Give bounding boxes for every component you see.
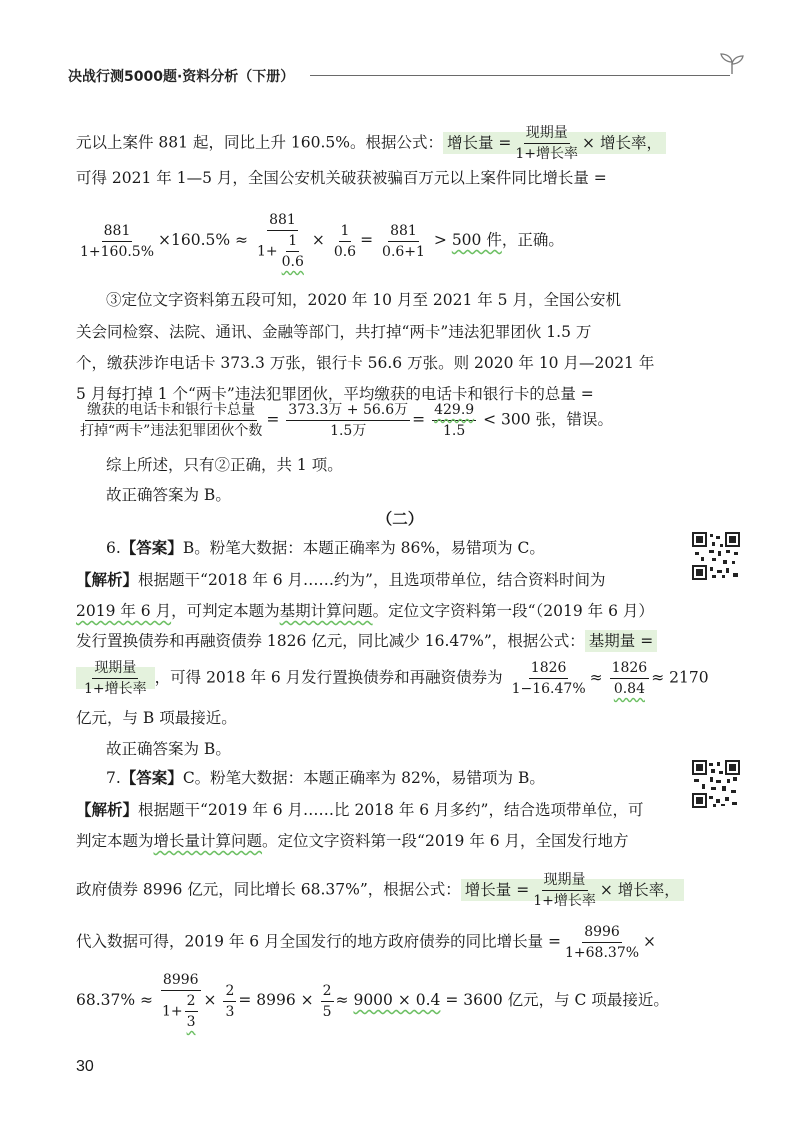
section-title: （二） [376, 509, 424, 528]
answer-line [106, 538, 545, 558]
analysis-line [76, 924, 656, 961]
denominator: 1.5 [443, 423, 466, 439]
paragraph-line: 故正确答案为 B。 [106, 486, 231, 504]
paragraph-line: ③定位文字资料第五段可知，2020 年 10 月至 2021 年 5 月，全国公安机 [106, 291, 621, 309]
fraction [380, 223, 427, 260]
numerator: 1 [339, 223, 352, 242]
text: C。粉笔大数据：本题正确率为 82%，易错项为 B。 [182, 769, 545, 787]
fraction [531, 872, 598, 909]
text: > [433, 231, 447, 249]
header-rule [310, 75, 730, 76]
text: 9000 × 0.4 [353, 991, 441, 1009]
formula-text: × 增长率， [599, 880, 680, 899]
text: 元以上案件 881 起，同比上升 160.5%。根据公式： [76, 133, 443, 152]
formula-highlight [461, 872, 684, 909]
formula-line [76, 402, 613, 439]
paragraph-line: 个，缴获涉诈电话卡 373.3 万张，银行卡 56.6 万张。则 2020 年 10 月—2021 年 [76, 354, 655, 372]
denominator: 1−16.47% [511, 681, 586, 697]
denominator: 1+160.5% [80, 243, 155, 260]
denominator: 0.6+1 [382, 243, 425, 260]
text: 。定位文字资料第一段“（2019 年 6 月） [372, 602, 654, 620]
paragraph-line: 可得 2021 年 1—5 月，全国公安机关破获被骗百万元以上案件同比增长量 = [76, 169, 607, 187]
text: < 300 张，错误。 [483, 410, 614, 429]
text: ，正确。 [501, 231, 564, 249]
fraction [432, 402, 476, 439]
numerator: 373.3万 + 56.6万 [286, 402, 410, 421]
fraction [610, 660, 650, 697]
denominator: 1+增长率 [84, 681, 147, 697]
text: ，可判定本题为 [171, 602, 280, 620]
text: ≈ 2170 [651, 668, 709, 687]
numerator: 1 [286, 233, 299, 252]
page-number: 30 [76, 1058, 94, 1075]
text: 代入数据可得，2019 年 6 月全国发行的地方政府债券的同比增长量 = [76, 932, 562, 951]
numerator: 2 [223, 983, 236, 1002]
text: 2019 年 6 月 [76, 602, 172, 620]
denominator: 3 [186, 1014, 196, 1030]
text: B。粉笔大数据：本题正确率为 86%，易错项为 C。 [182, 539, 545, 557]
formula-line [76, 972, 669, 1030]
formula-line [76, 212, 564, 270]
text: ≈ [589, 668, 603, 687]
denominator: 0.6 [281, 254, 304, 270]
numerator: 8996 [582, 924, 622, 943]
numerator: 881 [388, 223, 419, 242]
text: 根据题干“2019 年 6 月……比 2018 年 6 月多约”，结合选项带单位，可 [138, 801, 644, 819]
numerator: 现期量 [524, 125, 570, 144]
numerator: 429.9 [432, 402, 476, 421]
paragraph-line: 关会同检察、法院、通讯、金融等部门，共打掉“两卡”违法犯罪团伙 1.5 万 [76, 323, 592, 341]
formula-highlight: 基期量 = [585, 630, 657, 652]
text: 500 件 [451, 231, 502, 249]
analysis-line: 亿元，与 B 项最接近。 [76, 709, 237, 727]
numerator: 1826 [610, 660, 650, 679]
fraction [78, 223, 156, 260]
denominator: 1+增长率 [515, 146, 579, 162]
text: 增长量计算问题 [153, 832, 263, 850]
numerator: 2 [185, 993, 198, 1012]
fraction [82, 660, 149, 697]
fraction [78, 402, 264, 439]
formula-highlight [76, 660, 155, 697]
denominator: 1+68.37% [565, 945, 640, 961]
text: ，可得 2018 年 6 月发行置换债券和再融资债券为 [154, 668, 503, 687]
numerator: 881 [102, 223, 133, 242]
denominator: 0.84 [613, 681, 645, 697]
fraction [321, 983, 334, 1020]
text: = 8996 × [238, 991, 314, 1009]
text: 政府债券 8996 亿元，同比增长 68.37%”，根据公式： [76, 880, 461, 899]
paragraph-line: 5 月每打掉 1 个“两卡”违法犯罪团伙，平均缴获的电话卡和银行卡的总量 = [76, 385, 594, 403]
numerator: 881 [267, 212, 298, 231]
fraction [510, 660, 588, 697]
numerator: 1826 [529, 660, 569, 679]
denominator: 1.5万 [330, 423, 367, 439]
analysis-line [76, 831, 629, 851]
text: ≈ [335, 991, 349, 1009]
text: = 3600 亿元，与 C 项最接近。 [445, 991, 669, 1009]
question-number: 7. [106, 769, 121, 787]
question-number: 6. [106, 539, 121, 557]
fraction [332, 223, 358, 260]
text: ×160.5% ≈ [158, 231, 249, 249]
analysis-line [76, 570, 605, 590]
denominator: 5 [322, 1003, 332, 1020]
qr-code[interactable] [692, 532, 740, 580]
running-header: 决战行测5000题·资料分析（下册） [68, 69, 295, 85]
answer-tag: 【答案】 [120, 769, 183, 787]
analysis-tag: 【解析】 [76, 801, 139, 819]
text: = [266, 410, 280, 429]
denominator: 1+增长率 [533, 893, 596, 909]
qr-code[interactable] [692, 760, 740, 808]
analysis-line [76, 601, 654, 621]
denominator [160, 991, 202, 1030]
formula-text: 增长量 = [464, 880, 530, 899]
text: 发行置换债券和再融资债券 1826 亿元，同比减少 16.47%”，根据公式： [76, 632, 585, 650]
analysis-line [76, 872, 684, 909]
formula-line [76, 660, 709, 697]
fraction [255, 212, 310, 270]
fraction [563, 924, 641, 961]
paragraph-line [76, 125, 666, 162]
denominator: 打掉“两卡”违法犯罪团伙个数 [80, 423, 263, 439]
text: × [643, 932, 657, 951]
text: = [412, 410, 426, 429]
numerator: 现期量 [92, 660, 138, 679]
text: × [311, 231, 325, 249]
fraction [280, 233, 306, 270]
fraction [223, 983, 236, 1020]
text: 判定本题为 [76, 832, 154, 850]
fraction [513, 125, 580, 162]
text: 68.37% ≈ [76, 991, 154, 1009]
numerator: 现期量 [542, 872, 588, 891]
analysis-line [76, 631, 657, 651]
fraction [160, 972, 202, 1030]
answer-tag: 【答案】 [120, 539, 183, 557]
numerator: 缴获的电话卡和银行卡总量 [85, 402, 257, 421]
text: 根据题干“2018 年 6 月……约为”，且选项带单位，结合资料时间为 [138, 571, 606, 589]
text: 1+ [256, 243, 278, 260]
formula-highlight [443, 125, 666, 162]
paragraph-line: 综上所述，只有②正确，共 1 项。 [106, 456, 343, 474]
text: = [360, 231, 374, 249]
fraction [286, 402, 410, 439]
text: 基期计算问题 [279, 602, 373, 620]
formula-text: × 增长率， [582, 133, 662, 152]
denominator: 0.6 [333, 243, 357, 260]
qr-code-icon [692, 760, 740, 808]
fraction [185, 993, 198, 1030]
sprout-icon [718, 52, 746, 76]
text: 1+ [161, 1003, 183, 1020]
text: 。定位文字资料第一段“2019 年 6 月，全国发行地方 [262, 832, 629, 850]
denominator [255, 231, 310, 270]
analysis-tag: 【解析】 [76, 571, 139, 589]
formula-text: 增长量 = [446, 133, 512, 152]
analysis-line: 故正确答案为 B。 [106, 740, 231, 758]
qr-code-icon [692, 532, 740, 580]
text: × [203, 991, 217, 1009]
numerator: 2 [321, 983, 334, 1002]
analysis-line [76, 800, 643, 820]
answer-line [106, 768, 545, 788]
numerator: 8996 [161, 972, 201, 991]
denominator: 3 [225, 1003, 235, 1020]
